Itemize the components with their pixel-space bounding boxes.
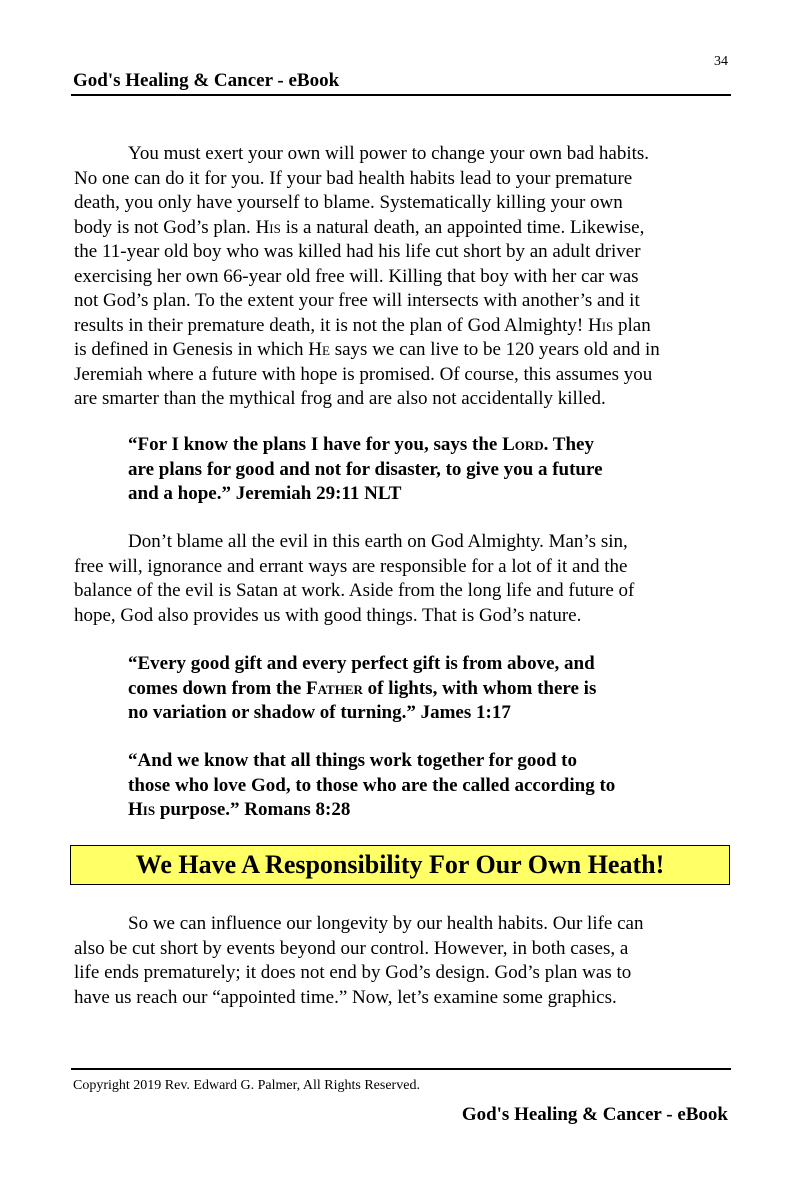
- small-caps-word: His: [255, 216, 281, 238]
- text-line: hope, God also provides us with good things. That is God’s nature.: [74, 604, 582, 626]
- text-line: free will, ignorance and errant ways are responsible for a lot of it and the: [74, 555, 628, 577]
- text-line: those who love God, to those who are the called according to: [128, 774, 616, 796]
- small-caps-word: His: [128, 799, 156, 820]
- paragraph-will-power: [74, 142, 734, 412]
- text-line: are smarter than the mythical frog and are also not accidentally killed.: [74, 388, 606, 409]
- small-caps-word: Lord: [502, 434, 544, 455]
- small-caps-word: He: [308, 339, 330, 360]
- text-line: balance of the evil is Satan at work. Aside from the long life and future of: [74, 580, 635, 601]
- text-segment: purpose.” Romans 8:28: [155, 799, 351, 820]
- text-line: So we can influence our longevity by our health habits. Our life can: [128, 913, 644, 934]
- text-line: Don’t blame all the evil in this earth on God Almighty. Man’s sin,: [128, 531, 628, 552]
- paragraph-evil: [74, 530, 734, 628]
- text-line: [74, 216, 734, 241]
- text-segment: . They: [543, 434, 594, 455]
- responsibility-banner: We Have A Responsibility For Our Own Heath!: [70, 845, 730, 885]
- text-line: also be cut short by events beyond our control. However, in both cases, a: [74, 937, 629, 959]
- text-line: not God’s plan. To the extent your free will intersects with another’s and it: [74, 290, 640, 311]
- text-segment: plan: [613, 314, 651, 336]
- text-segment: comes down from the: [128, 677, 307, 699]
- text-line: have us reach our “appointed time.” Now, let’s examine some graphics.: [74, 986, 617, 1008]
- text-segment: is a natural death, an appointed time. Likewise,: [280, 216, 645, 238]
- text-line: No one can do it for you. If your bad health habits lead to your premature: [74, 167, 633, 189]
- paragraph-longevity: [74, 912, 734, 1010]
- text-segment: “For I know the plans I have for you, says the: [128, 434, 503, 455]
- text-line: [128, 677, 728, 702]
- text-line: are plans for good and not for disaster, to give you a future: [128, 458, 603, 480]
- footer-divider: [71, 1068, 731, 1070]
- quote-romans: [128, 749, 728, 823]
- text-line: life ends prematurely; it does not end by God’s design. God’s plan was to: [74, 962, 632, 983]
- text-line: death, you only have yourself to blame. Systematically killing your own: [74, 192, 623, 213]
- small-caps-word: His: [587, 314, 614, 336]
- text-segment: results in their premature death, it is not the plan of God Almighty!: [74, 314, 588, 336]
- text-line: no variation or shadow of turning.” James 1:17: [128, 702, 511, 723]
- header-title: God's Healing & Cancer - eBook: [73, 70, 340, 91]
- text-line: the 11-year old boy who was killed had his life cut short by an adult driver: [74, 241, 641, 262]
- text-line: Jeremiah where a future with hope is promised. Of course, this assumes you: [74, 363, 653, 385]
- text-line: [128, 798, 728, 823]
- text-line: [74, 314, 734, 339]
- text-line: exercising her own 66-year old free will. Killing that boy with her car was: [74, 265, 639, 287]
- header-divider: [71, 94, 731, 96]
- quote-jeremiah: [128, 433, 728, 507]
- page-number: 34: [714, 54, 728, 69]
- copyright-notice: Copyright 2019 Rev. Edward G. Palmer, All Rights Reserved.: [73, 1078, 420, 1093]
- text-segment: of lights, with whom there is: [362, 677, 597, 699]
- small-caps-word: Father: [306, 677, 363, 699]
- text-line: and a hope.” Jeremiah 29:11 NLT: [128, 483, 402, 504]
- text-segment: is defined in Genesis in which: [74, 339, 309, 360]
- text-segment: body is not God’s plan.: [74, 216, 256, 238]
- footer-title: God's Healing & Cancer - eBook: [461, 1104, 728, 1125]
- text-line: “Every good gift and every perfect gift is from above, and: [128, 653, 595, 674]
- text-line: “And we know that all things work together for good to: [128, 750, 577, 771]
- text-line: [128, 433, 728, 458]
- text-line: You must exert your own will power to change your own bad habits.: [128, 143, 650, 164]
- text-line: [74, 338, 734, 363]
- text-segment: says we can live to be 120 years old and in: [329, 339, 660, 360]
- quote-james: [128, 652, 728, 726]
